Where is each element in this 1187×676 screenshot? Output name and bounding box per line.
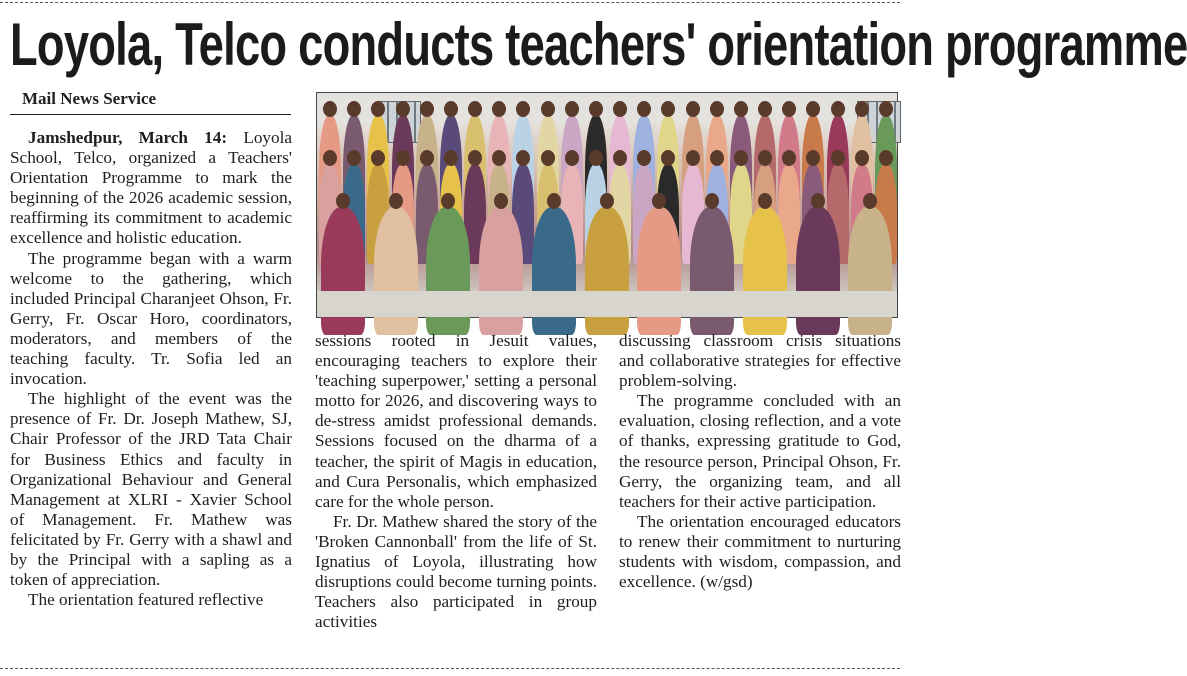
photo-person-head	[468, 101, 482, 117]
photo-person-head	[879, 150, 893, 166]
photo-person-head	[565, 101, 579, 117]
paragraph-text: Loyola School, Telco, organized a Teachers' Orientation Programme to mark the beginning of the 2026 academic session, reaffirming its commitment to academic excellence and holistic education.	[10, 128, 293, 248]
photo-person-head	[686, 150, 700, 166]
byline-rule	[10, 114, 291, 115]
photo-person-head	[420, 101, 434, 117]
photo-person-head	[444, 101, 458, 117]
photo-person-head	[541, 101, 555, 117]
bottom-dashed-border	[0, 668, 900, 669]
photo-person-head	[710, 150, 724, 166]
photo-person-head	[855, 150, 869, 166]
article-column-2	[315, 331, 597, 632]
photo-person-head	[468, 150, 482, 166]
photo-person-head	[396, 150, 410, 166]
photo-person-head	[734, 101, 748, 117]
article-column-3	[619, 331, 901, 592]
photo-person-head	[565, 150, 579, 166]
photo-person-head	[336, 193, 350, 209]
paragraph: The orientation featured reflective	[28, 590, 264, 610]
photo-person-head	[600, 193, 614, 209]
photo-person-head	[547, 193, 561, 209]
group-photo	[316, 92, 898, 318]
paragraph: Fr. Dr. Mathew shared the story of the 'Broken Cannonball' from the life of St. Ignatius of Loyola, illustrating how disruptions could become turning points. Teachers also participated in group activities	[315, 511, 597, 632]
dateline: Jamshedpur, March 14:	[28, 128, 228, 147]
photo-person-head	[734, 150, 748, 166]
paragraph	[10, 128, 292, 249]
photo-person-head	[323, 150, 337, 166]
paragraph: sessions rooted in Jesuit values, encouraging teachers to explore their 'teaching superpower,' setting a personal motto for 2026, and discovering ways to de-stress amidst professional demands. Sessions focused on the dharma of a teacher, the spirit of Magis in education, and Cura Personalis, which emphasized care for the whole person.	[315, 331, 597, 511]
headline: Loyola, Telco conducts teachers' orientation programme	[10, 11, 1187, 78]
photo-person-head	[589, 101, 603, 117]
article-column-1	[10, 128, 292, 610]
paragraph: The programme began with a warm welcome to the gathering, which included Principal Charanjeet Ohson, Fr. Gerry, Fr. Oscar Horo, coordinators, moderators, and members of the teaching faculty. Tr. Sofia led an invocation.	[10, 248, 292, 389]
photo-person-head	[420, 150, 434, 166]
photo-person-head	[855, 101, 869, 117]
paragraph: The highlight of the event was the presence of Fr. Dr. Joseph Mathew, SJ, Chair Professor of the JRD Tata Chair for Business Ethics and faculty in Organizational Behaviour and General Management at XLRI - Xavier School of Management. Fr. Mathew was felicitated by Fr. Gerry with a shawl and by the Principal with a sapling as a token of appreciation.	[10, 389, 292, 590]
photo-person-head	[758, 101, 772, 117]
photo-person-head	[613, 101, 627, 117]
photo-person-head	[541, 150, 555, 166]
paragraph: The orientation encouraged educators to renew their commitment to nurturing students with wisdom, compassion, and excellence. (w/gsd)	[619, 511, 901, 592]
photo-person-head	[710, 101, 724, 117]
photo-person-head	[831, 101, 845, 117]
photo-person-head	[758, 193, 772, 209]
top-dashed-border	[0, 2, 900, 3]
photo-person-head	[686, 101, 700, 117]
photo-person-head	[831, 150, 845, 166]
photo-person-head	[758, 150, 772, 166]
photo-person-head	[879, 101, 893, 117]
photo-person-head	[323, 101, 337, 117]
photo-person-head	[613, 150, 627, 166]
photo-floor	[317, 291, 897, 317]
photo-person-head	[811, 193, 825, 209]
photo-person-head	[396, 101, 410, 117]
photo-person-head	[444, 150, 458, 166]
paragraph: The programme concluded with an evaluation, closing reflection, and a vote of thanks, expressing gratitude to God, the resource person, Principal Ohson, Fr. Gerry, the organizing team, and all teachers for their active participation.	[619, 391, 901, 511]
byline: Mail News Service	[22, 89, 157, 108]
photo-person-head	[589, 150, 603, 166]
paragraph: discussing classroom crisis situations and collaborative strategies for effective problem-solving.	[619, 331, 901, 391]
photo-person-head	[389, 193, 403, 209]
photo-person-head	[705, 193, 719, 209]
